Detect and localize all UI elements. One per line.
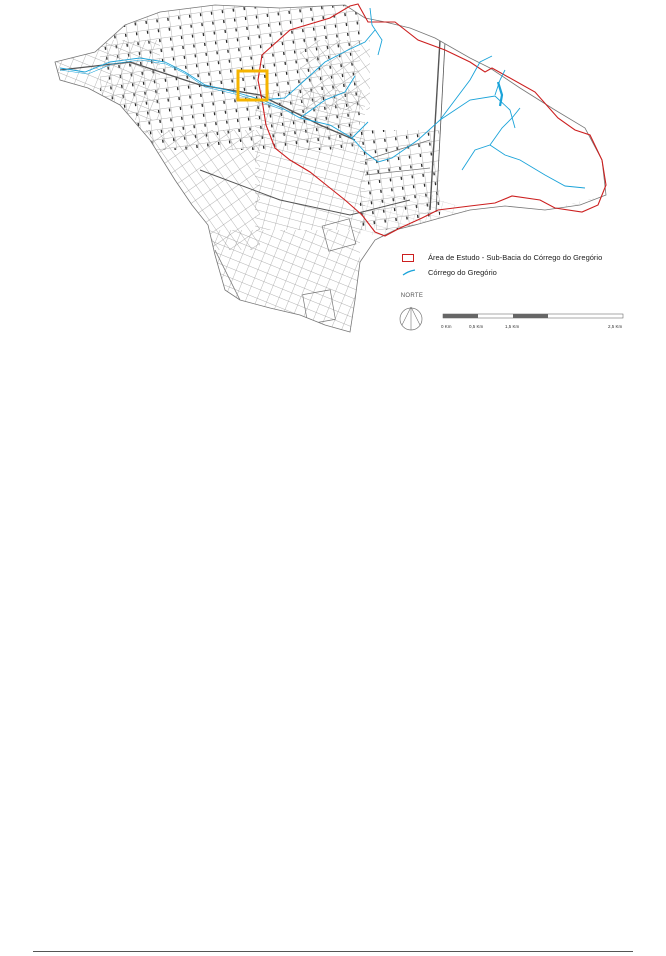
street-grid (0, 0, 666, 345)
bottom-rule (33, 951, 633, 952)
scale-label: 0,5 Km (469, 324, 484, 329)
map-figure (0, 0, 666, 345)
city-map (0, 0, 666, 345)
scale-bar-icon (443, 314, 623, 318)
scale-label: 2,5 Km (608, 324, 623, 329)
legend-label-study-area: Área de Estudo - Sub-Bacia do Córrego do Gregório (428, 253, 603, 262)
north-arrow-icon (400, 307, 422, 330)
legend-stream-line-icon (402, 267, 416, 277)
scale-label: 0 Km (441, 324, 452, 329)
north-label: NORTE (400, 293, 424, 299)
legend-item-study-area (402, 253, 602, 262)
legend-swatch-boundary (402, 254, 414, 262)
legend-label-stream: Córrego do Gregório (428, 267, 497, 277)
scale-label: 1,5 Km (505, 324, 520, 329)
legend-item-stream (402, 267, 497, 277)
